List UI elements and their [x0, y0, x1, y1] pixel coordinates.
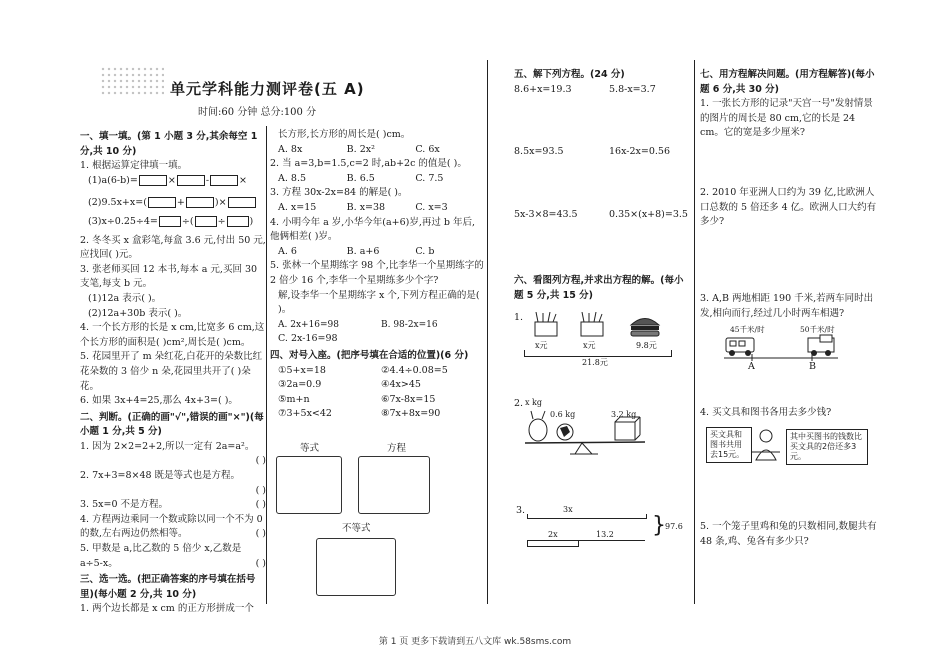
option-b[interactable]: B. a+6	[346, 245, 380, 257]
speed-2: 50千米/时	[800, 325, 835, 334]
inequality-answer-box[interactable]	[316, 538, 396, 596]
blank-box[interactable]	[177, 175, 205, 186]
segment-3x: 3x	[563, 505, 573, 514]
option-b[interactable]: B. 2x²	[346, 143, 375, 155]
option-c[interactable]: C. 2x-16=98	[278, 333, 338, 345]
question-1-1b: (2)9.5x+x=( + )×	[80, 196, 266, 211]
point-b: B	[809, 361, 816, 372]
equation-row-3	[514, 208, 692, 223]
choice-4-options	[270, 245, 484, 260]
option-b[interactable]: B. 98-2x=16	[381, 319, 438, 330]
question-1-3a: (1)12a 表示( )。	[88, 292, 162, 304]
judge-1: 1. 因为 2×2=2+2,所以一定有 2a=a²。	[80, 440, 255, 452]
weight-ball: 0.6 kg	[550, 410, 576, 419]
section-7-title: 七、用方程解决问题。(用方程解答)(每小题 6 分,共 30 分)	[700, 69, 875, 95]
segment-total: 97.6	[665, 522, 683, 531]
equation: 0.35×(x+8)=3.5	[609, 208, 688, 220]
option-a[interactable]: A. 6	[278, 245, 297, 257]
section-5-title: 五、解下列方程。(24 分)	[514, 69, 625, 80]
blank-box[interactable]	[186, 197, 214, 208]
sort-item: ⑧7x+8x=90	[381, 408, 441, 420]
choice-3-options	[270, 201, 484, 216]
blank-box[interactable]	[228, 197, 256, 208]
option-c[interactable]: C. 6x	[415, 143, 440, 155]
equation: 16x-2x=0.56	[609, 146, 671, 158]
right-brace: }	[652, 513, 666, 538]
weight-x: x kg	[525, 398, 543, 407]
question-1-1a: (1)a(6-b)= × - ×	[88, 174, 247, 186]
choice-1-options	[270, 143, 484, 158]
sort-items	[270, 364, 484, 422]
option-a[interactable]: A. 8x	[278, 143, 303, 155]
section-3-title: 三、选一选。(把正确答案的序号填在括号里)(每小题 2 分,共 10 分)	[80, 574, 256, 600]
sort-item: ⑤m+n	[278, 393, 310, 405]
column-2	[270, 128, 484, 422]
point-a: A	[748, 361, 755, 372]
word-problem-4: 4. 买文具和图书各用去多少钱?	[700, 407, 832, 418]
column-4	[700, 66, 880, 141]
blank-box[interactable]	[195, 216, 217, 227]
option-c[interactable]: C. 7.5	[415, 172, 444, 184]
option-a[interactable]: A. 2x+16=98	[278, 319, 340, 330]
section-1-title: 一、填一填。(第 1 小题 3 分,其余每空 1 分,共 10 分)	[80, 131, 258, 157]
section-6-title: 六、看图列方程,并求出方程的解。(每小题 5 分,共 15 分)	[514, 275, 684, 301]
column-divider-2	[487, 60, 488, 604]
speed-1: 45千米/时	[730, 325, 765, 334]
fries-icon-1	[525, 312, 575, 338]
choice-2-options	[270, 172, 484, 187]
speech-bubble-1: 买文具和图书共用去15元。	[706, 427, 752, 463]
question-1-3b: (2)12a+30b 表示( )。	[88, 307, 188, 319]
total-price: 21.8元	[582, 358, 608, 367]
question-1-1c: (3)x÷0.25÷4= ÷( ÷ )	[88, 215, 254, 227]
price-burger: 9.8元	[636, 341, 657, 350]
question-1-6: 6. 如果 3x+4=25,那么 4x+3=( )。	[80, 395, 238, 407]
column-divider-3	[694, 60, 695, 604]
choice-5-options	[270, 318, 484, 333]
choice-3: 3. 方程 30x-2x=84 的解是( )。	[270, 187, 408, 199]
choice-1-cont: 长方形,长方形的周长是( )cm。	[278, 129, 411, 140]
equation-row-1	[514, 83, 692, 98]
choice-5-setup: 解,设李华一个星期练字 x 个,下列方程正确的是( )。	[278, 289, 480, 316]
picture-problem-3-label: 3.	[516, 505, 526, 516]
burger-icon	[628, 314, 662, 338]
segment-2x-brace	[527, 540, 579, 547]
equation-box-label: 等式	[300, 443, 320, 454]
word-problem-5: 5. 一个笼子里鸡和兔的只数相同,数腿共有 48 条,鸡、兔各有多少只?	[700, 521, 877, 547]
judge-3: 3. 5x=0 不是方程。 ( )	[80, 498, 266, 513]
decorative-dot-pattern	[100, 66, 164, 96]
sort-item: ③2a=0.9	[278, 379, 322, 391]
page-footer: 第 1 页 更多下载请到五八文库 wk.58sms.com	[378, 637, 572, 647]
total-brace	[524, 350, 672, 357]
option-a[interactable]: A. x=15	[278, 201, 317, 213]
blank-box[interactable]	[210, 175, 238, 186]
blank-box[interactable]	[159, 216, 181, 227]
judge-1-paren[interactable]: ( )	[255, 455, 266, 467]
question-1-5: 5. 花园里开了 m 朵红花,白花开的朵数比红花朵数的 3 倍少 n 朵,花园里共开了( )朵花。	[80, 351, 263, 392]
equation-answer-box[interactable]	[276, 456, 342, 514]
segment-top-brace	[527, 514, 647, 519]
judge-4: 4. 方程两边乘同一个数或除以同一个不为 0 的数,左右两边仍然相等。 ( )	[80, 513, 266, 542]
fries-icon-2	[573, 312, 613, 338]
equation-row-2	[514, 145, 692, 160]
two-vehicles-figure	[722, 334, 842, 366]
section-4-title: 四、对号入座。(把序号填在合适的位置)(6 分)	[270, 349, 469, 361]
column-1	[80, 128, 266, 617]
judge-2: 2. 7x+3=8×48 既是等式也是方程。	[80, 470, 241, 482]
picture-problem-2-label: 2.	[514, 398, 524, 409]
judge-2-paren[interactable]: ( )	[255, 484, 266, 496]
blank-box[interactable]	[148, 197, 176, 208]
weight-box: 3.2 kg	[611, 410, 637, 419]
judge-4-paren[interactable]: ( )	[255, 528, 266, 540]
judge-3-paren[interactable]: ( )	[255, 499, 266, 511]
sort-item: ④4x>45	[381, 379, 421, 391]
word-problem-3: 3. A,B 两地相距 190 千米,若两车同时出发,相向而行,经过几小时两车相遇?	[700, 293, 874, 319]
segment-13-2: 13.2	[596, 530, 614, 539]
equation: 8.5x=93.5	[514, 146, 564, 158]
fangcheng-answer-box[interactable]	[358, 456, 430, 514]
sort-item: ⑥7x-8x=15	[381, 393, 436, 405]
fangcheng-box-label: 方程	[387, 443, 407, 454]
equation: 5x-3×8=43.5	[514, 208, 578, 220]
choice-4: 4. 小明今年 a 岁,小华今年(a+6)岁,再过 b 年后,他俩相差( )岁。	[270, 216, 476, 243]
speech-bubble-2: 其中买图书的钱数比买文具的2倍还多3元。	[786, 429, 868, 465]
picture-problem-1-label: 1.	[514, 312, 524, 323]
segment-2x: 2x	[548, 530, 558, 539]
word-problem-2: 2. 2010 年亚洲人口约为 39 亿,比欧洲人口总数的 5 倍还多 4 亿。欧洲人口大约有多少?	[700, 187, 877, 228]
choice-1: 1. 两个边长都是 x cm 的正方形拼成一个	[80, 603, 254, 615]
sort-item: ②4.4÷0.08=5	[381, 364, 448, 376]
price-x-1: x元	[535, 341, 548, 350]
blank-box[interactable]	[139, 175, 167, 186]
choice-5: 5. 张林一个星期练字 98 个,比李华一个星期练字的 2 倍少 16 个,李华一个星期练多少个字?	[270, 260, 484, 286]
word-problem-1: 1. 一张长方形的记录"天宫一号"发射情景的图片的周长是 80 cm,它的长是 24 cm。它的宽是多少厘米?	[700, 98, 873, 139]
balance-scale-figure	[520, 410, 670, 462]
option-c[interactable]: C. x=3	[415, 201, 448, 213]
section-2-title: 二、判断。(正确的画"√",错误的画"×")(每小题 1 分,共 5 分)	[80, 411, 264, 438]
judge-5: 5. 甲数是 a,比乙数的 5 倍少 x,乙数是 a÷5-x。 ( )	[80, 542, 266, 571]
column-3	[514, 66, 692, 304]
question-1-1: 1. 根据运算定律填一填。	[80, 160, 188, 172]
blank-box[interactable]	[227, 216, 249, 227]
judge-5-paren[interactable]: ( )	[255, 557, 266, 569]
sort-item: ①5+x=18	[278, 364, 326, 376]
inequality-box-label: 不等式	[342, 523, 371, 534]
page-title: 单元学科能力测评卷(五 A)	[170, 80, 365, 98]
column-divider-1	[266, 126, 267, 604]
sort-item: ⑦3+5x<42	[278, 408, 332, 420]
option-c[interactable]: C. b	[415, 245, 435, 257]
question-1-4: 4. 一个长方形的长是 x cm,比宽多 6 cm,这个长方形的面积是( )cm²,周长是( )cm。	[80, 322, 265, 348]
option-b[interactable]: B. 6.5	[346, 172, 375, 184]
equation: 8.6+x=19.3	[514, 83, 572, 95]
equation: 5.8-x=3.7	[609, 83, 656, 95]
option-b[interactable]: B. x=38	[346, 201, 386, 213]
question-1-3: 3. 张老师买回 12 本书,每本 a 元,买回 30 支笔,每支 b 元。	[80, 263, 258, 290]
choice-2: 2. 当 a=3,b=1.5,c=2 时,ab+2c 的值是( )。	[270, 158, 467, 170]
student-figure-icon	[748, 428, 784, 464]
time-score-line: 时间:60 分钟 总分:100 分	[198, 107, 317, 118]
option-a[interactable]: A. 8.5	[278, 172, 307, 184]
question-1-2: 2. 冬冬买 x 盒彩笔,每盒 3.6 元,付出 50 元,应找回( )元。	[80, 234, 266, 261]
price-x-2: x元	[583, 341, 596, 350]
